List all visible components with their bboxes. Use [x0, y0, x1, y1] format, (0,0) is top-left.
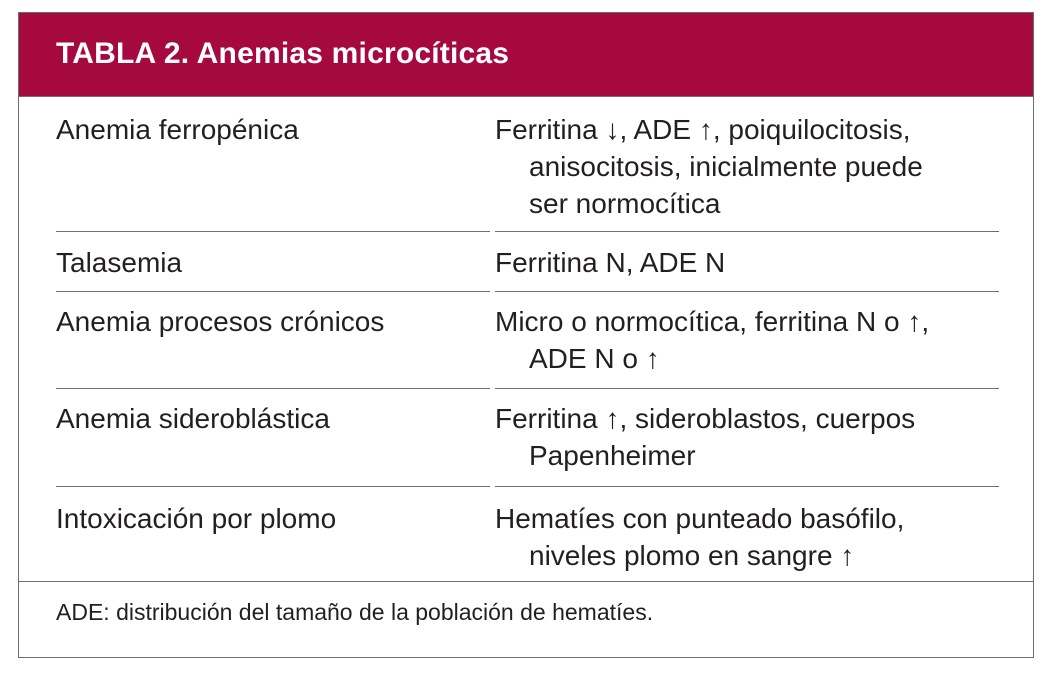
- description-line: ADE N o ↑: [529, 343, 660, 374]
- description-line: Papenheimer: [529, 440, 696, 471]
- table-header: [19, 13, 1033, 97]
- condition-description: [495, 244, 1015, 281]
- description-line: Ferritina N, ADE N: [495, 247, 726, 278]
- row-divider: [56, 231, 490, 232]
- description-line: anisocitosis, inicialmente puede: [529, 151, 923, 182]
- condition-description: [495, 303, 1015, 377]
- row-divider: [495, 388, 999, 389]
- description-line: Hematíes con punteado basófilo,: [495, 503, 905, 534]
- condition-name: Anemia procesos crónicos: [56, 306, 385, 337]
- description-line: Ferritina ↓, ADE ↑, poiquilocitosis,: [495, 114, 911, 145]
- condition-name: Anemia sideroblástica: [56, 403, 330, 434]
- footer-divider: [19, 581, 1033, 582]
- condition-name: Anemia ferropénica: [56, 114, 299, 145]
- row-divider: [56, 486, 490, 487]
- row-divider: [495, 291, 999, 292]
- condition-name: Talasemia: [56, 247, 183, 278]
- condition-description: [495, 111, 1015, 222]
- description-line: ser normocítica: [529, 188, 721, 219]
- condition-description: [495, 500, 1015, 574]
- table-footnote: ADE: distribución del tamaño de la población de hematíes.: [56, 599, 654, 625]
- description-line: Micro o normocítica, ferritina N o ↑,: [495, 306, 930, 337]
- table-container: [18, 12, 1034, 658]
- description-line: niveles plomo en sangre ↑: [529, 540, 855, 571]
- row-divider: [495, 231, 999, 232]
- condition-name: Intoxicación por plomo: [56, 503, 337, 534]
- row-divider: [56, 291, 490, 292]
- description-line: Ferritina ↑, sideroblastos, cuerpos: [495, 403, 916, 434]
- row-divider: [495, 486, 999, 487]
- table-title: TABLA 2. Anemias microcíticas: [56, 37, 510, 70]
- condition-description: [495, 400, 1015, 474]
- row-divider: [56, 388, 490, 389]
